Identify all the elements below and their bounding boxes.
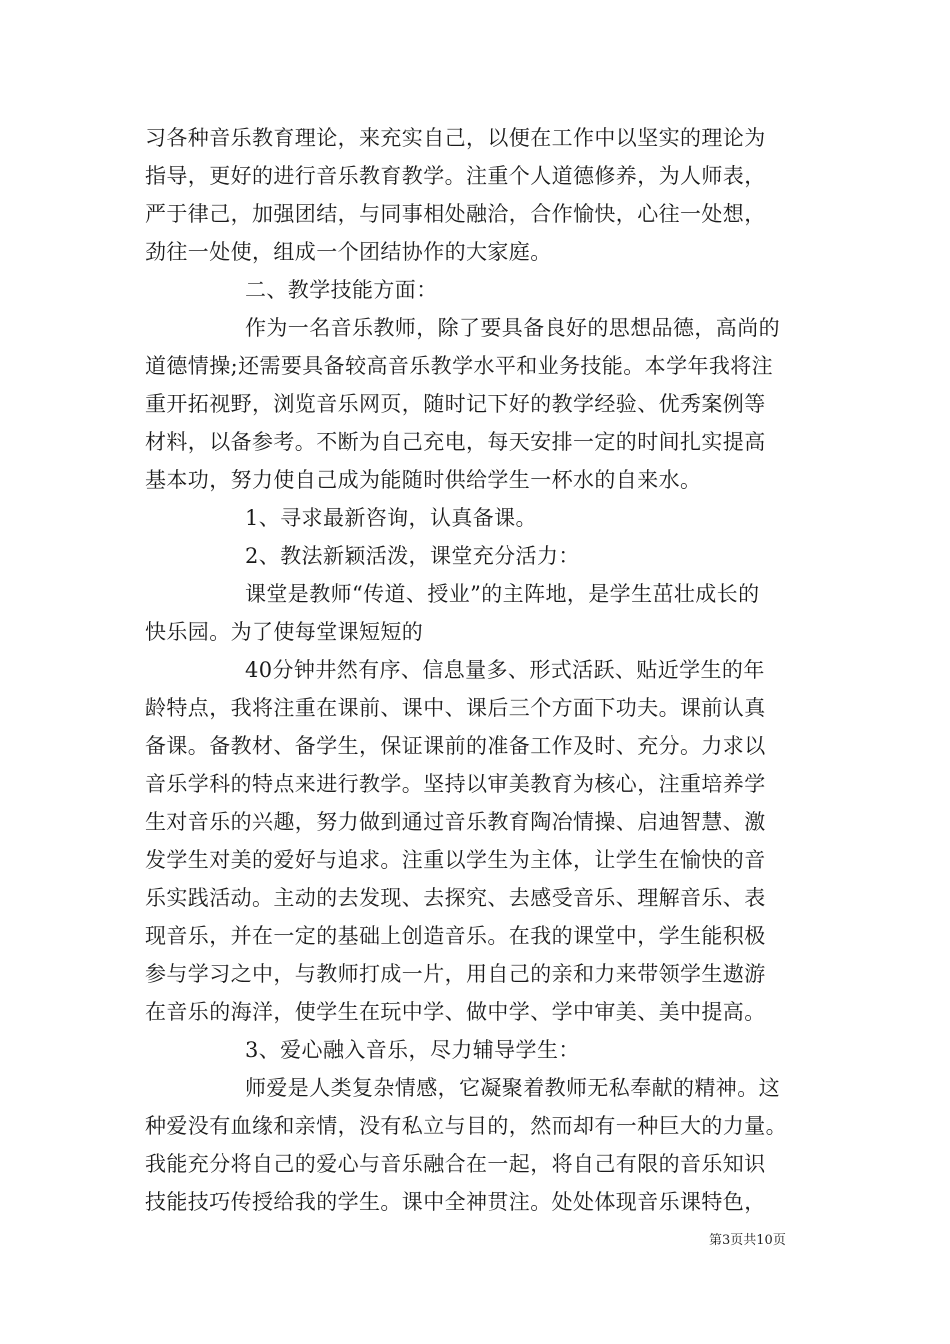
paragraph-line: 参与学习之中，与教师打成一片，用自己的亲和力来带领学生遨游 xyxy=(145,962,766,986)
paragraph-line: 在音乐的海洋，使学生在玩中学、做中学、学中审美、美中提高。 xyxy=(145,1000,766,1024)
paragraph-line: 现音乐，并在一定的基础上创造音乐。在我的课堂中，学生能积极 xyxy=(145,924,766,948)
list-item-heading: 1、寻求最新咨询，认真备课。 xyxy=(245,506,537,530)
paragraph-line: 种爱没有血缘和亲情，没有私立与目的，然而却有一种巨大的力量。 xyxy=(145,1114,787,1138)
list-item-heading: 2、教法新颖活泼，课堂充分活力： xyxy=(245,544,580,568)
paragraph-line: 劲往一处使，组成一个团结协作的大家庭。 xyxy=(145,240,552,264)
paragraph-line: 发学生对美的爱好与追求。注重以学生为主体，让学生在愉快的音 xyxy=(145,848,766,872)
paragraph-line: 师爱是人类复杂情感，它凝聚着教师无私奉献的精神。这 xyxy=(245,1076,780,1100)
paragraph-line: 基本功，努力使自己成为能随时供给学生一杯水的自来水。 xyxy=(145,468,702,492)
paragraph-line: 指导，更好的进行音乐教育教学。注重个人道德修养，为人师表， xyxy=(145,164,766,188)
paragraph-line: 备课。备教材、备学生，保证课前的准备工作及时、充分。力求以 xyxy=(145,734,766,758)
paragraph-line: 严于律己，加强团结，与同事相处融洽，合作愉快，心往一处想， xyxy=(145,202,766,226)
paragraph-line: 我能充分将自己的爱心与音乐融合在一起，将自己有限的音乐知识 xyxy=(145,1152,766,1176)
paragraph-line: 音乐学科的特点来进行教学。坚持以审美教育为核心，注重培养学 xyxy=(145,772,766,796)
paragraph-line: 道德情操;还需要具备较高音乐教学水平和业务技能。本学年我将注 xyxy=(145,354,774,378)
paragraph-line: 重开拓视野，浏览音乐网页，随时记下好的教学经验、优秀案例等 xyxy=(145,392,766,416)
paragraph-line: 乐实践活动。主动的去发现、去探究、去感受音乐、理解音乐、表 xyxy=(145,886,766,910)
paragraph-line: 材料，以备参考。不断为自己充电，每天安排一定的时间扎实提高 xyxy=(145,430,766,454)
paragraph-line: 快乐园。为了使每堂课短短的 xyxy=(145,620,424,644)
paragraph-line: 作为一名音乐教师，除了要具备良好的思想品德，高尚的 xyxy=(245,316,780,340)
paragraph-line: 生对音乐的兴趣，努力做到通过音乐教育陶冶情操、启迪智慧、激 xyxy=(145,810,766,834)
paragraph-line: 技能技巧传授给我的学生。课中全神贯注。处处体现音乐课特色， xyxy=(145,1190,766,1214)
paragraph-line: 40分钟井然有序、信息量多、形式活跃、贴近学生的年 xyxy=(245,658,765,682)
paragraph-line: 课堂是教师“传道、授业”的主阵地，是学生茁壮成长的 xyxy=(245,582,760,606)
section-heading: 二、教学技能方面： xyxy=(245,278,438,302)
list-item-heading: 3、爱心融入音乐，尽力辅导学生： xyxy=(245,1038,580,1062)
page-number-footer: 第3页共10页 xyxy=(709,1233,786,1248)
paragraph-line: 龄特点，我将注重在课前、课中、课后三个方面下功夫。课前认真 xyxy=(145,696,766,720)
paragraph-line: 习各种音乐教育理论，来充实自己，以便在工作中以坚实的理论为 xyxy=(145,126,766,150)
